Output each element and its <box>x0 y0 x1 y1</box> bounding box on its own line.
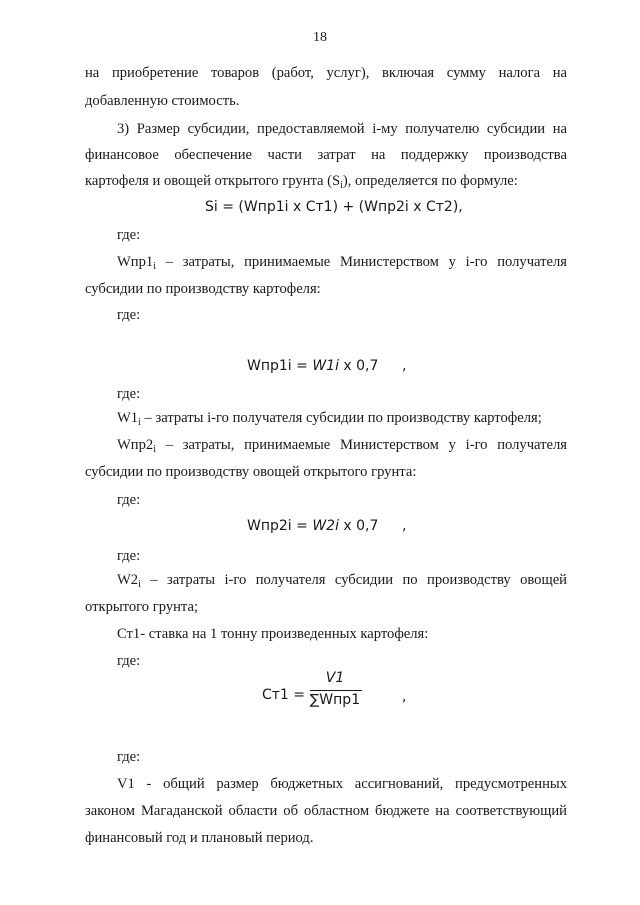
paragraph-line: 3) Размер субсидии, предоставляемой i-му получателю субсидии на <box>117 121 567 137</box>
paragraph-line: финансовый год и плановый период. <box>85 830 314 846</box>
formula-wpr1: Wпр1i = W1i x 0,7 <box>247 358 379 374</box>
where-label: где: <box>117 227 141 243</box>
definition-w2: $W2_i$ – затраты i-го получателя субсидии по производству овощей <box>117 572 567 590</box>
formula-comma: , <box>402 689 407 705</box>
fraction-denominator: ∑Wпр1 <box>309 692 361 708</box>
formula-si: Si = (Wпр1i x Ст1) + (Wпр2i x Ст2), <box>205 199 463 215</box>
paragraph-line: законом Магаданской области об областном бюджете на соответствующий <box>85 803 567 819</box>
paragraph-line: субсидии по производству овощей открытого грунта: <box>85 464 417 480</box>
where-label: где: <box>117 548 141 564</box>
where-label: где: <box>117 307 141 323</box>
paragraph-line: добавленную стоимость. <box>85 93 240 109</box>
paragraph-line: картофеля и овощей открытого грунта $(S_i)$, определяется по формуле: <box>85 173 518 191</box>
where-label: где: <box>117 653 141 669</box>
fraction-numerator: V1 <box>325 670 345 686</box>
formula-comma: , <box>402 358 407 374</box>
paragraph-line: субсидии по производству картофеля: <box>85 281 321 297</box>
paragraph-line: на приобретение товаров (работ, услуг), включая сумму налога на <box>85 65 567 81</box>
formula-st1-fraction <box>305 670 365 714</box>
paragraph-line: финансовое обеспечение части затрат на поддержку производства <box>85 147 567 163</box>
definition-v1: V1 - общий размер бюджетных ассигнований, предусмотренных <box>117 776 567 792</box>
page-number: 18 <box>313 30 327 45</box>
where-label: где: <box>117 749 141 765</box>
where-label: где: <box>117 386 141 402</box>
where-label: где: <box>117 492 141 508</box>
definition-st1: Ст1- ставка на 1 тонну произведенных картофеля: <box>117 626 429 642</box>
paragraph-line: открытого грунта; <box>85 599 199 615</box>
definition-wpr2: $Wпр2_i$ – затраты, принимаемые Министерством у i-го получателя <box>117 437 567 455</box>
definition-w1: $W1_i$ – затраты i-го получателя субсидии по производству картофеля; <box>117 410 542 428</box>
formula-st1-left: Ст1 = <box>262 687 306 703</box>
formula-wpr2: Wпр2i = W2i x 0,7 <box>247 518 379 534</box>
definition-wpr1: $Wпр1_i$ – затраты, принимаемые Министерством у i-го получателя <box>117 254 567 272</box>
fraction-bar <box>310 690 362 691</box>
formula-comma: , <box>402 518 407 534</box>
